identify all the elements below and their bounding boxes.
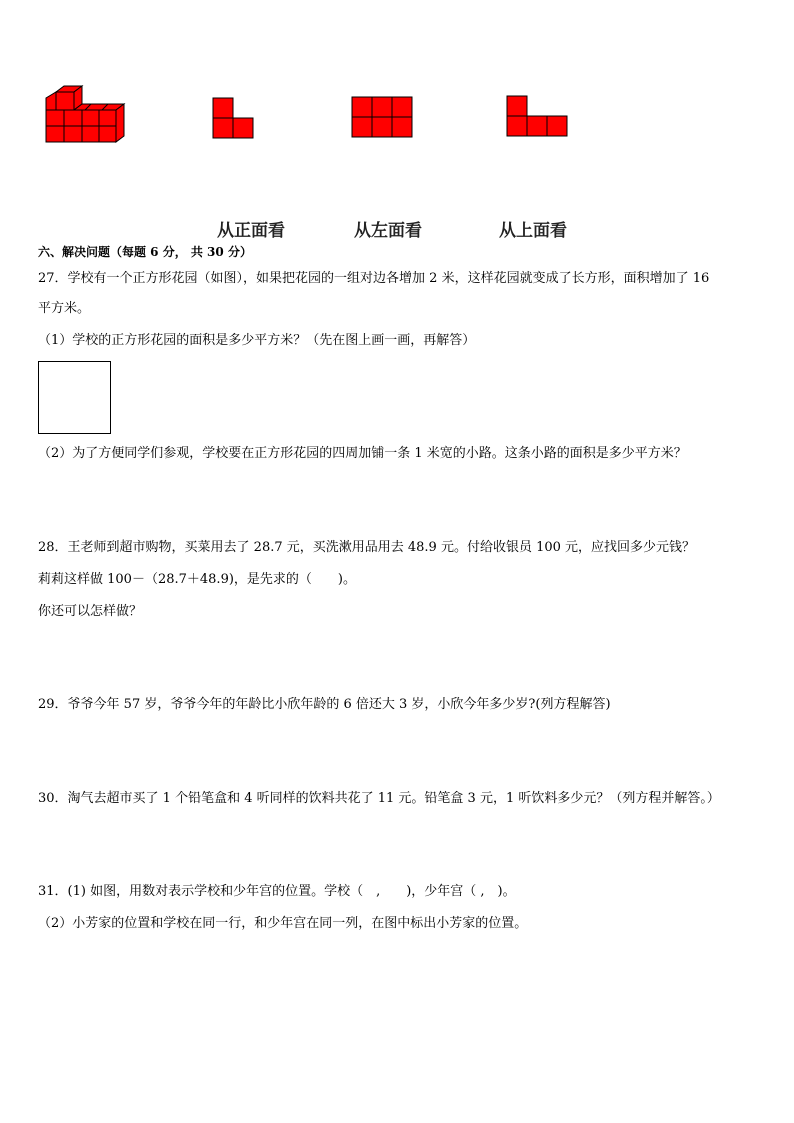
q27-line1: 27．学校有一个正方形花园（如图），如果把花园的一组对边各增加 2 米，这样花园就变成了长方形，面积增加了 16: [38, 271, 710, 286]
q28-line1: 28．王老师到超市购物，买菜用去了 28.7 元，买洗漱用品用去 48.9 元。付给收银员 100 元，应找回多少元钱？: [38, 540, 696, 555]
q28-line2: 莉莉这样做 100－（28.7＋48.9)，是先求的（ )。: [38, 572, 356, 587]
top-view-figure: [506, 95, 568, 137]
section-heading: 六、解决问题（每题 6 分， 共 30 分）: [38, 245, 252, 259]
q27-part1: （1）学校的正方形花园的面积是多少平方米？（先在图上画一画，再解答）: [38, 333, 476, 348]
q30-line1: 30．淘气去超市买了 1 个铅笔盒和 4 听同样的饮料共花了 11 元。铅笔盒 3 元，1 听饮料多少元？（列方程并解答。）: [38, 791, 720, 806]
q29-line1: 29．爷爷今年 57 岁，爷爷今年的年龄比小欣年龄的 6 倍还大 3 岁，小欣今年多少岁?(列方程解答): [38, 697, 611, 712]
q28-line3: 你还可以怎样做？: [38, 604, 143, 619]
cube-stack-figure: [44, 84, 128, 146]
square-garden-figure: [38, 361, 111, 434]
q27-line2: 平方米。: [38, 301, 91, 316]
left-view-figure: [351, 96, 413, 138]
label-top-view: 从上面看: [499, 221, 567, 241]
q31-line1: 31．(1) 如图，用数对表示学校和少年宫的位置。学校（ , )，少年宫（ , )。: [38, 884, 516, 899]
label-front-view: 从正面看: [217, 221, 285, 241]
q31-line2: （2）小芳家的位置和学校在同一行，和少年宫在同一列，在图中标出小芳家的位置。: [38, 916, 528, 931]
q27-part2: （2）为了方便同学们参观，学校要在正方形花园的四周加铺一条 1 米宽的小路。这条小路的面积是多少平方米？: [38, 446, 687, 461]
label-left-view: 从左面看: [354, 221, 422, 241]
front-view-figure: [212, 97, 256, 139]
